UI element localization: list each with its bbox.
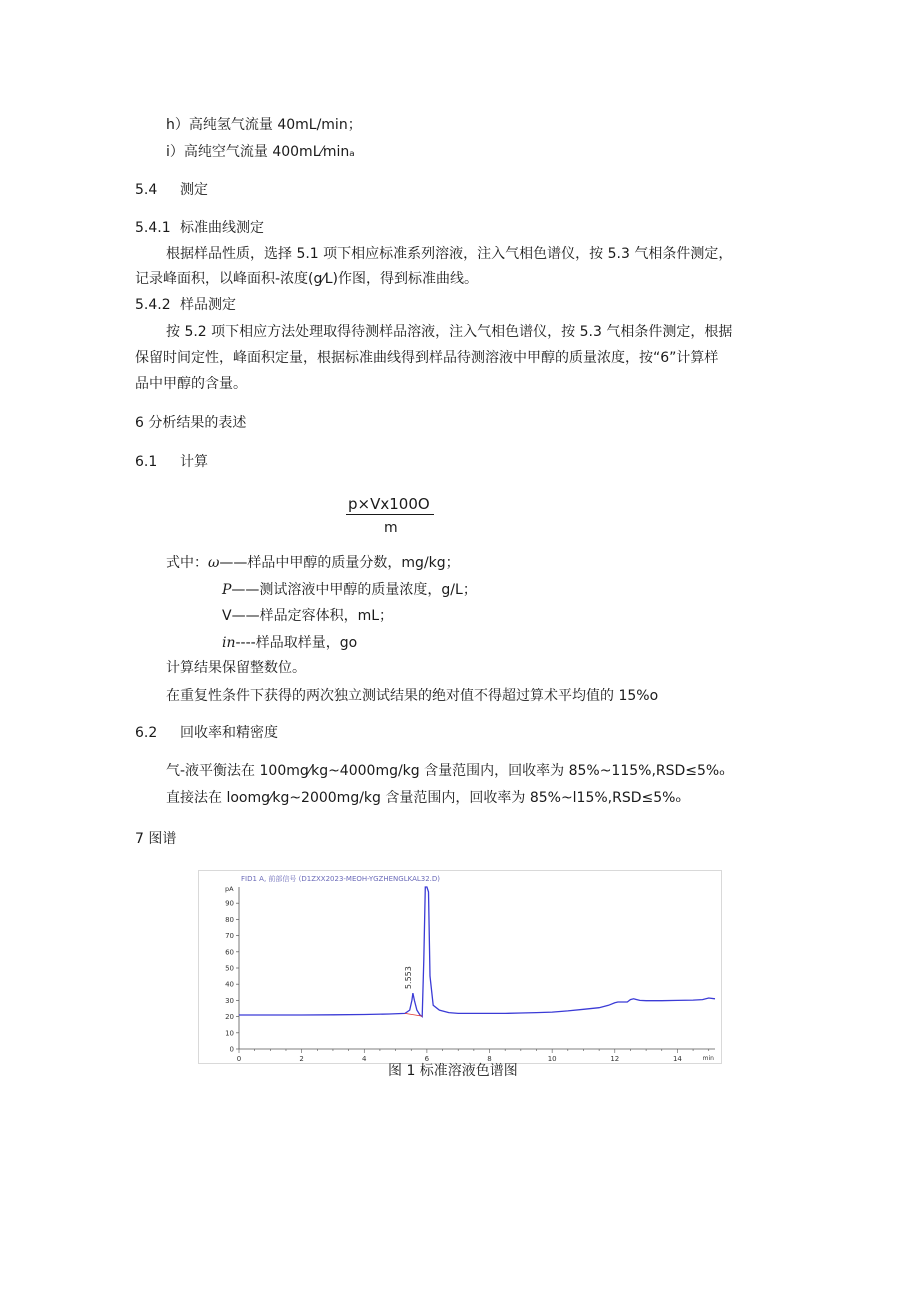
symbol-rho: P — [222, 582, 232, 598]
note-rounding: 计算结果保留整数位。 — [166, 660, 306, 676]
paragraph-line: 根据样品性质，选择 5.1 项下相应标准系列溶液，注入气相色谱仪，按 5.3 气相条件测定， — [166, 246, 733, 262]
heading-number: 6.2 — [135, 725, 158, 741]
formula-numerator: p×Vx100O — [348, 495, 430, 513]
y-tick-label: 20 — [225, 1013, 234, 1022]
y-axis-unit-label: pA — [225, 885, 234, 893]
where-omega — [166, 553, 460, 573]
heading-title: 标准曲线测定 — [180, 220, 264, 236]
y-tick-label: 30 — [225, 996, 234, 1005]
formula-fraction-bar — [346, 514, 434, 515]
heading-5-4 — [135, 180, 208, 200]
chromatogram-chart — [199, 871, 721, 1063]
where-mass — [222, 633, 357, 653]
section-6-title: 6 分析结果的表述 — [135, 415, 247, 431]
y-tick-label: 80 — [225, 915, 234, 924]
heading-6-2 — [135, 723, 278, 743]
x-tick-label: 2 — [299, 1055, 304, 1063]
item-h: h）高纯氢气流量 40mL/min； — [166, 117, 362, 133]
x-axis-unit-label: min — [702, 1055, 714, 1062]
where-volume: V——样品定容体积，mL； — [222, 608, 394, 624]
x-tick-label: 10 — [547, 1055, 557, 1063]
note-repeatability: 在重复性条件下获得的两次独立测试结果的绝对值不得超过算术平均值的 15%o — [166, 688, 659, 704]
formula-denominator: m — [384, 520, 398, 536]
paragraph-line: 品中甲醇的含量。 — [135, 376, 247, 392]
where-label: 式中： — [166, 555, 208, 571]
heading-number: 5.4.2 — [135, 297, 171, 313]
heading-6-1 — [135, 452, 208, 472]
definition-text: ——样品中甲醇的质量分数，mg/kg； — [219, 555, 460, 571]
y-tick-label: 60 — [225, 948, 234, 957]
definition-text: ——测试溶液中甲醇的质量浓度，g/L； — [231, 582, 477, 598]
heading-5-4-1 — [135, 218, 264, 238]
heading-title: 回收率和精密度 — [180, 725, 278, 741]
heading-5-4-2 — [135, 295, 236, 315]
paragraph-line: 记录峰面积，以峰面积-浓度(g⁄L)作图，得到标准曲线。 — [135, 271, 478, 287]
heading-number: 5.4.1 — [135, 220, 171, 236]
figure-caption: 图 1 标准溶液色谱图 — [388, 1063, 518, 1079]
symbol-omega: ω — [208, 555, 220, 571]
peak-retention-label: 5.553 — [403, 966, 413, 990]
paragraph-line: 按 5.2 项下相应方法处理取得待测样品溶液，注入气相色谱仪，按 5.3 气相条件测定，根据 — [166, 324, 733, 340]
x-tick-label: 14 — [672, 1055, 682, 1063]
heading-title: 计算 — [180, 454, 208, 470]
y-tick-label: 0 — [229, 1045, 234, 1054]
where-rho — [222, 580, 477, 600]
heading-title: 测定 — [180, 182, 208, 198]
symbol-m: in — [222, 635, 236, 651]
x-tick-label: 8 — [487, 1055, 492, 1063]
recovery-line-1: 气-液平衡法在 100mg⁄kg~4000mg/kg 含量范围内，回收率为 85%~115%,RSD≤5%ₒ — [166, 763, 726, 779]
paragraph-line: 保留时间定性，峰面积定量，根据标准曲线得到样品待测溶液中甲醇的质量浓度，按“6”计算样 — [135, 350, 719, 366]
y-tick-label: 40 — [225, 980, 234, 989]
heading-number: 5.4 — [135, 182, 158, 198]
chart-title: FID1 A, 前部信号 (D1ZXX2023-MEOH-YGZHENGLKAL32.D) — [241, 875, 441, 883]
x-tick-label: 6 — [424, 1055, 430, 1063]
recovery-line-2: 直接法在 loomg⁄kg~2000mg/kg 含量范围内，回收率为 85%~l15%,RSD≤5%ₒ — [166, 790, 682, 806]
series-line — [239, 887, 715, 1017]
heading-number: 6.1 — [135, 454, 158, 470]
x-tick-label: 12 — [610, 1055, 620, 1063]
section-7-title: 7 图谱 — [135, 831, 177, 847]
x-tick-label: 4 — [362, 1055, 367, 1063]
chromatogram-figure — [198, 870, 722, 1064]
y-tick-label: 50 — [225, 964, 234, 973]
y-tick-label: 90 — [225, 899, 234, 908]
definition-text: ----样品取样量，go — [235, 635, 358, 651]
heading-title: 样品测定 — [180, 297, 236, 313]
y-tick-label: 70 — [225, 932, 234, 941]
y-tick-label: 10 — [225, 1029, 234, 1038]
item-i: i）高纯空气流量 400mL⁄minₐ — [166, 144, 355, 160]
x-tick-label: 0 — [236, 1055, 242, 1063]
